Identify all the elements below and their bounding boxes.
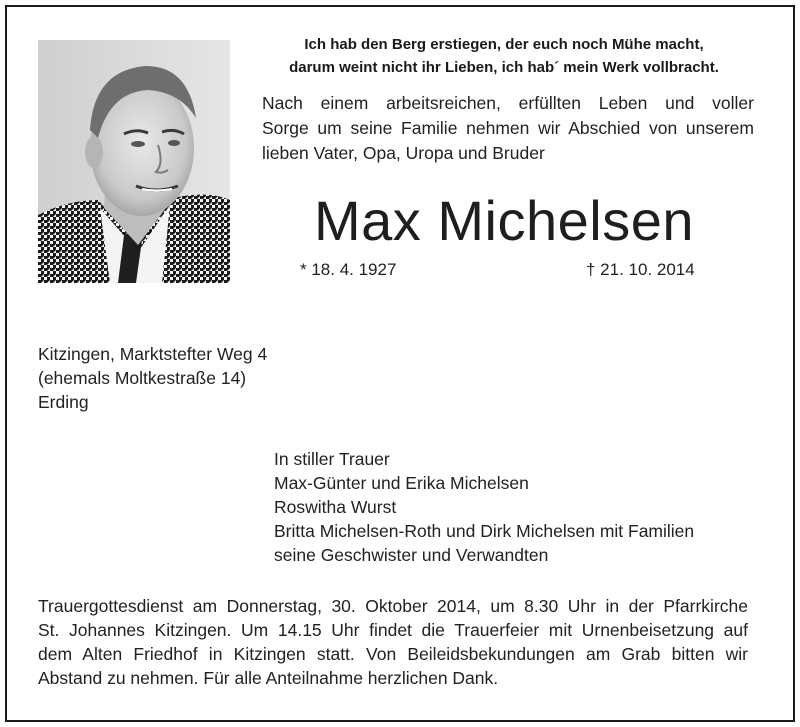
mourners-line: Roswitha Wurst — [274, 497, 397, 517]
service-line: dem Alten Friedhof in Kitzingen statt. Von Beileidsbekundungen am Grab bitten wir — [38, 644, 748, 664]
mourners-list — [274, 447, 694, 567]
mourners-line: Max-Günter und Erika Michelsen — [274, 473, 529, 493]
intro-line: lieben Vater, Opa, Uropa und Bruder — [262, 143, 545, 163]
intro-line: Nach einem arbeitsreichen, erfüllten Leben und voller — [262, 93, 754, 113]
verse — [244, 33, 764, 79]
intro-text — [262, 91, 754, 166]
service-line: Trauergottesdienst am Donnerstag, 30. Oktober 2014, um 8.30 Uhr in der Pfarrkirche — [38, 596, 748, 616]
address-line: Kitzingen, Marktstefter Weg 4 — [38, 344, 268, 364]
death-date: † 21. 10. 2014 — [586, 260, 695, 279]
deceased-name: Max Michelsen — [314, 189, 694, 252]
verse-line: Ich hab den Berg erstiegen, der euch noch Mühe macht, — [304, 36, 704, 53]
service-line: Abstand zu nehmen. Für alle Anteilnahme herzlichen Dank. — [38, 668, 499, 688]
mourners-line: In stiller Trauer — [274, 449, 390, 469]
address-line: Erding — [38, 392, 89, 412]
birth-date: * 18. 4. 1927 — [300, 260, 397, 279]
service-info — [38, 594, 748, 690]
portrait-image — [38, 40, 230, 283]
mourners-line: seine Geschwister und Verwandten — [274, 545, 549, 565]
address-block — [38, 342, 267, 414]
intro-line: Sorge um seine Familie nehmen wir Abschied von unserem — [262, 118, 754, 138]
service-line: St. Johannes Kitzingen. Um 14.15 Uhr findet die Trauerfeier mit Urnenbeisetzung auf — [38, 620, 748, 640]
verse-line: darum weint nicht ihr Lieben, ich hab´ mein Werk vollbracht. — [289, 59, 719, 76]
mourners-line: Britta Michelsen-Roth und Dirk Michelsen mit Familien — [274, 521, 695, 541]
address-line: (ehemals Moltkestraße 14) — [38, 368, 247, 388]
portrait-photo — [38, 40, 230, 283]
